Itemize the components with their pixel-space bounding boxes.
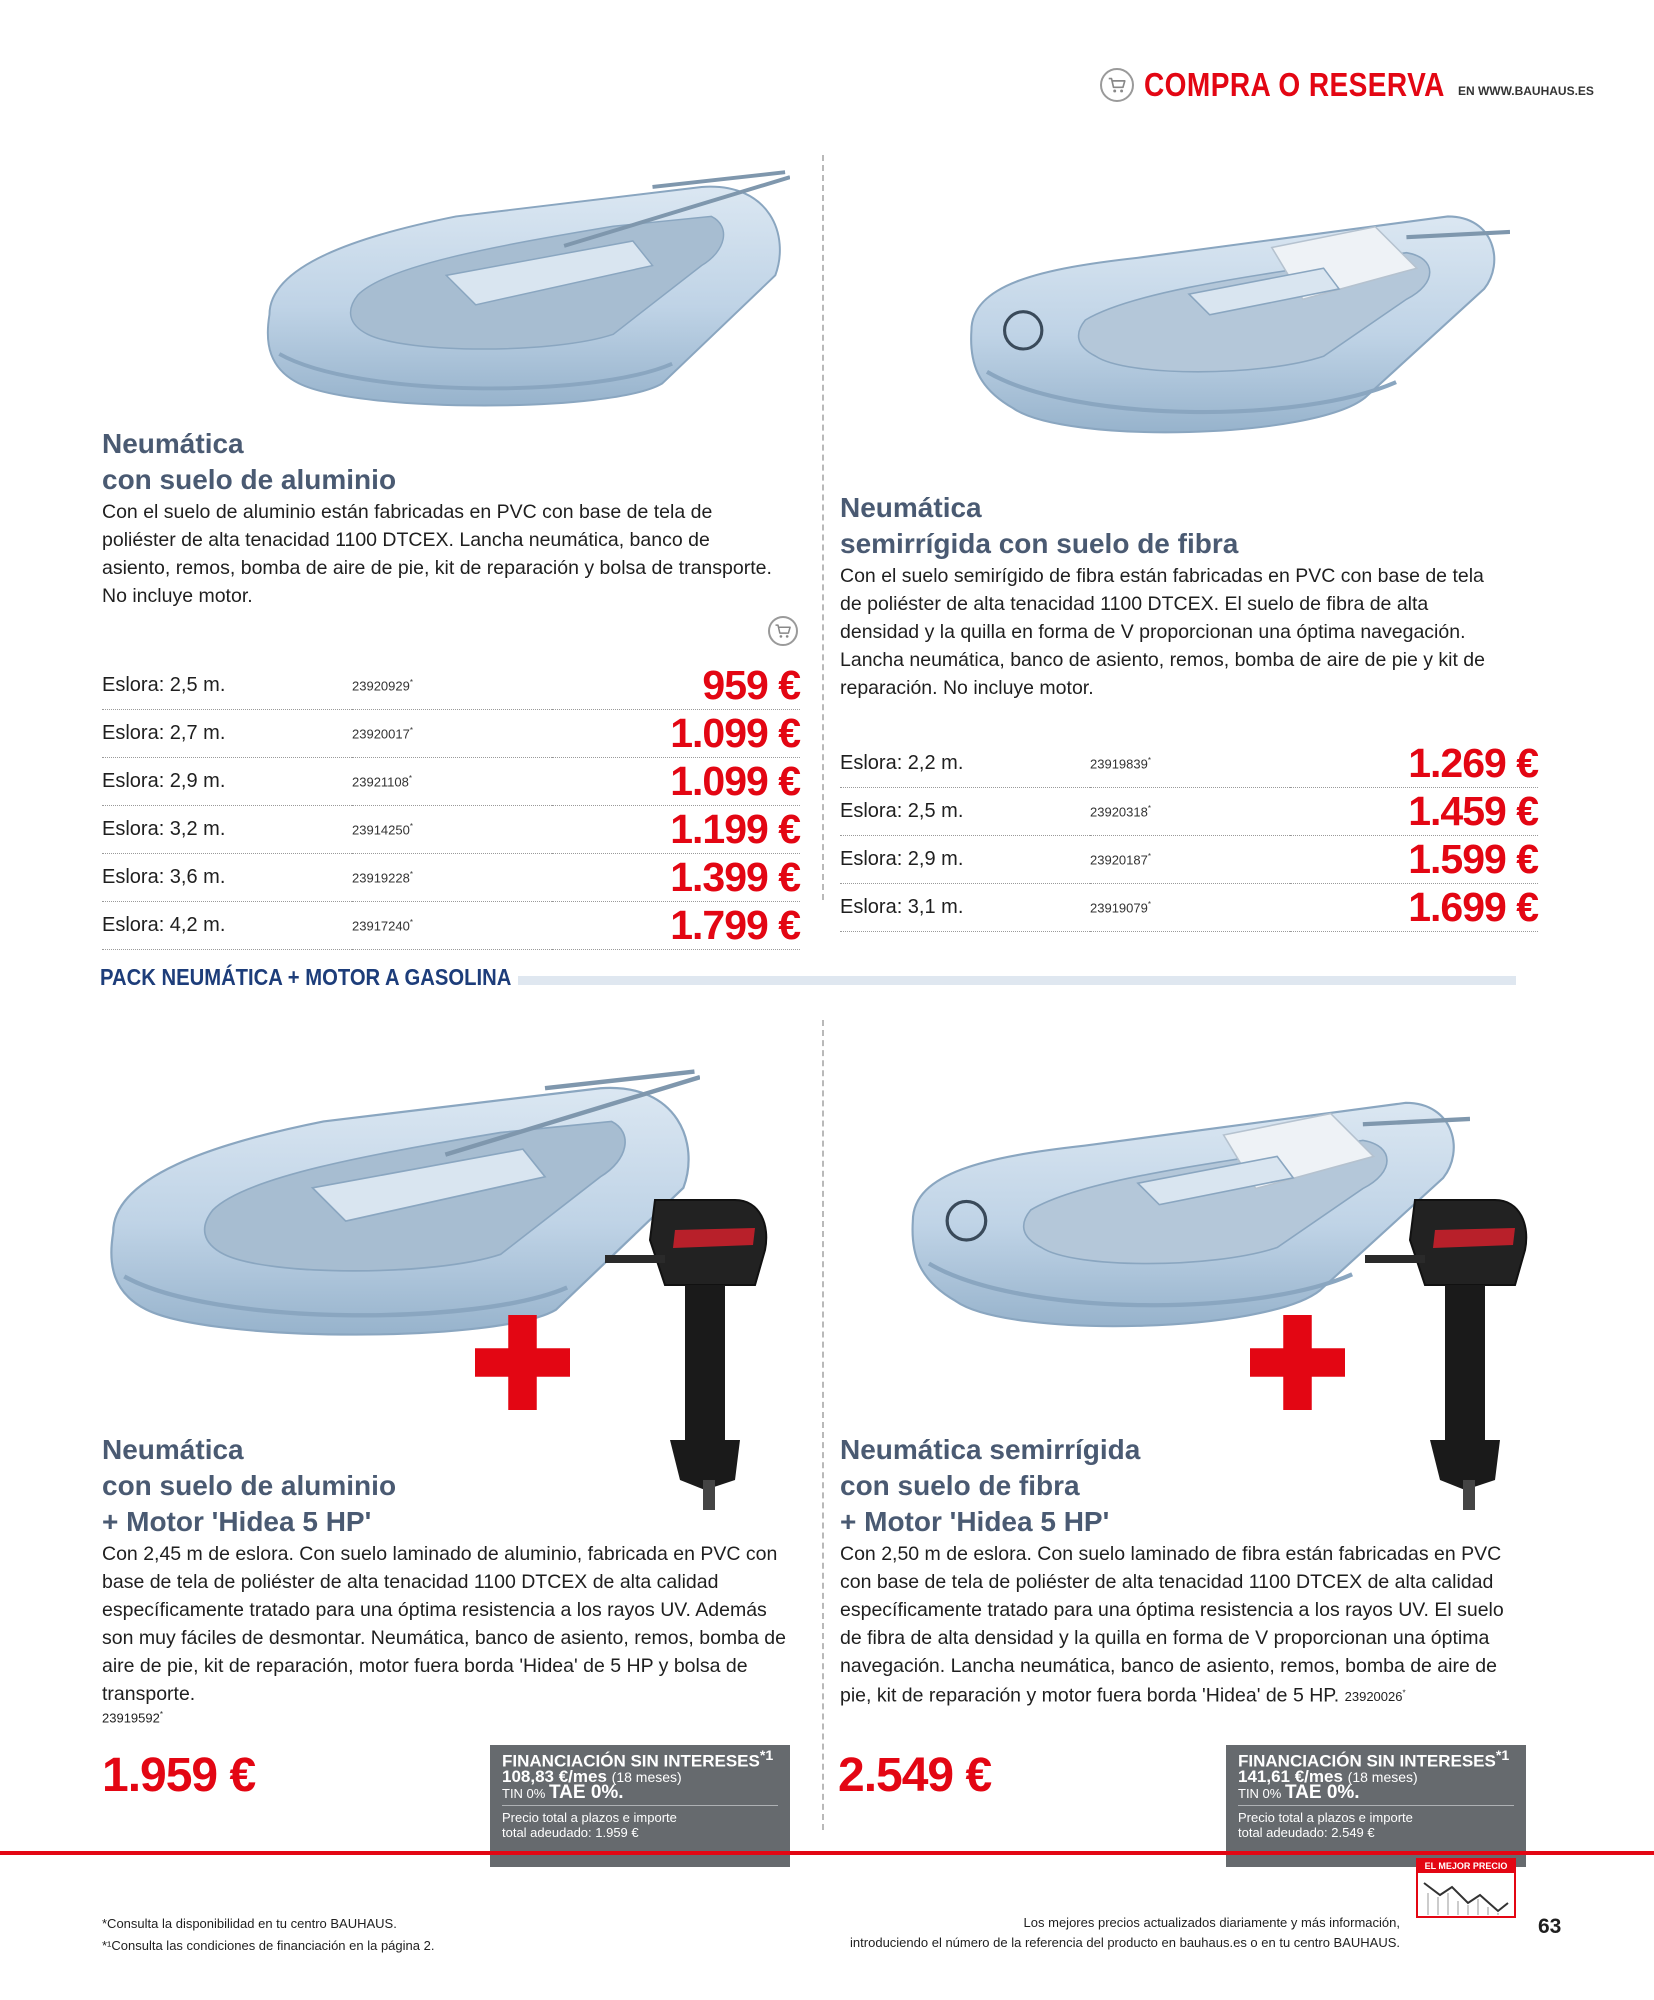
financing-months: (18 meses)	[611, 1768, 682, 1785]
length-label: Eslora: 3,2 m.	[102, 806, 352, 854]
pack-description: Con 2,45 m de eslora. Con suelo laminado de aluminio, fabricada en PVC con base de tela de poliéster de alta tenacidad 1100 DTCEX de alta calidad específicamente tratado para una óptima resistencia a los rayos UV. Además son muy fáciles de desmontar. Neumática, banco de asiento, remos, bomba de aire de pie, kit de reparación, motor fuera borda 'Hidea' de 5 HP y bolsa de transporte.	[102, 1543, 786, 1705]
best-price-label: EL MEJOR PRECIO	[1418, 1860, 1514, 1873]
ref-number: 23914250*	[352, 806, 552, 854]
ref-number: 23919079*	[1090, 884, 1290, 932]
price: 1.099 €	[552, 710, 800, 758]
financing-box: FINANCIACIÓN SIN INTERESES$^{*1}$ 108,83 €/mes (18 meses) TIN 0% TAE 0%. Precio total a plazos e importe total adeudado: 1.959 €	[490, 1745, 790, 1867]
price-row	[840, 836, 1538, 884]
price: 1.399 €	[552, 854, 800, 902]
product-fibre	[840, 490, 1520, 702]
column-divider	[822, 155, 824, 900]
pack-title-line: con suelo de fibra	[840, 1470, 1080, 1501]
product-description: Con el suelo semirígido de fibra están fabricadas en PVC con base de tela de poliéster de alta tenacidad 1100 DTCEX. El suelo de fibra de alta densidad y la quilla en forma de V proporcionan una óptima navegación. Lancha neumática, banco de asiento, remos, bomba de aire de pie y kit de reparación. No incluye motor.	[840, 565, 1485, 699]
ref-value: 23919839	[1090, 756, 1148, 772]
financing-heading: FINANCIACIÓN SIN INTERESES	[502, 1751, 760, 1771]
ref-number: 23920017*	[352, 710, 552, 758]
ref-number: 23921108*	[352, 758, 552, 806]
ref-value: 23917240	[352, 918, 410, 934]
pack-fibre	[840, 1432, 1520, 1711]
boat-fibre-image	[930, 160, 1510, 480]
pack-title-line: + Motor 'Hidea 5 HP'	[102, 1506, 372, 1537]
product-title-line: Neumática	[102, 428, 244, 459]
footer-info-line: introduciendo el número de la referencia del producto en bauhaus.es o en tu centro BAUHAUS.	[850, 1935, 1400, 1950]
pack-title-line: con suelo de aluminio	[102, 1470, 397, 1501]
financing-tin: TIN 0%	[1238, 1785, 1282, 1801]
product-title	[102, 426, 802, 498]
ref-value: 23919079	[1090, 900, 1148, 916]
price: 1.099 €	[552, 758, 800, 806]
price: 959 €	[552, 662, 800, 710]
pack-description: Con 2,50 m de eslora. Con suelo laminado de fibra están fabricadas en PVC con base de tela de poliéster de alta tenacidad 1100 DTCEX de alta calidad específicamente tratado para una óptima resistencia a los rayos UV. El suelo de fibra de alta densidad y la quilla en forma de V proporcionan una óptima navegación. Lancha neumática, banco de asiento, remos, bomba de aire de pie, kit de reparación y motor fuera borda 'Hidea' de 5 HP. 23920026*	[840, 1543, 1504, 1707]
pack-title-line: + Motor 'Hidea 5 HP'	[840, 1506, 1110, 1537]
price-row	[840, 740, 1538, 788]
price: 1.699 €	[1290, 884, 1538, 932]
footer-rule	[0, 1851, 1654, 1855]
column-divider	[822, 1020, 824, 1830]
product-title	[840, 490, 1520, 562]
cart-icon[interactable]	[768, 616, 798, 646]
pack-title	[102, 1432, 802, 1540]
ref-value: 23920187	[1090, 852, 1148, 868]
pack-price: 1.959 €	[102, 1749, 256, 1802]
financing-total: total adeudado: 2.549 €	[1238, 1824, 1375, 1840]
boat-aluminium-image	[240, 140, 790, 450]
financing-heading: FINANCIACIÓN SIN INTERESES	[1238, 1751, 1496, 1771]
pack-ref: 23919592*	[102, 1710, 163, 1726]
financing-monthly: 141,61 €/mes	[1238, 1766, 1343, 1786]
product-title-line: con suelo de aluminio	[102, 464, 397, 495]
financing-tae: TAE 0%.	[1284, 1781, 1360, 1803]
product-aluminium	[102, 426, 802, 610]
pack-title	[840, 1432, 1520, 1540]
price-table-fibre	[840, 740, 1538, 932]
financing-tin: TIN 0%	[502, 1785, 546, 1801]
price: 1.199 €	[552, 806, 800, 854]
footer-note: *¹Consulta las condiciones de financiación en la página 2.	[102, 1938, 435, 1953]
financing-total: total adeudado: 1.959 €	[502, 1824, 639, 1840]
financing-months: (18 meses)	[1347, 1768, 1418, 1785]
ref-number: 23919839*	[1090, 740, 1290, 788]
ref-number: 23919228*	[352, 854, 552, 902]
section-title: PACK NEUMÁTICA + MOTOR A GASOLINA	[100, 964, 518, 991]
ref-number: 23920187*	[1090, 836, 1290, 884]
pack-ref-number: 23919592	[102, 1710, 160, 1726]
price-row	[840, 788, 1538, 836]
ref-value: 23914250	[352, 822, 410, 838]
length-label: Eslora: 2,7 m.	[102, 710, 352, 758]
footer-note: *Consulta la disponibilidad en tu centro BAUHAUS.	[102, 1916, 397, 1931]
price: 1.799 €	[552, 902, 800, 950]
length-label: Eslora: 2,5 m.	[840, 788, 1090, 836]
plus-icon	[475, 1315, 570, 1410]
length-label: Eslora: 2,2 m.	[840, 740, 1090, 788]
header-cta[interactable]	[1100, 66, 1594, 104]
financing-tae: TAE 0%.	[548, 1781, 624, 1803]
product-title-line: semirrígida con suelo de fibra	[840, 528, 1239, 559]
pack-title-line: Neumática semirrígida	[840, 1434, 1141, 1465]
cta-main: COMPRA O RESERVA	[1144, 66, 1445, 103]
section-bar	[500, 976, 1516, 985]
product-description: Con el suelo de aluminio están fabricadas en PVC con base de tela de poliéster de alta tenacidad 1100 DTCEX. Lancha neumática, banco de asiento, remos, bomba de aire de pie, kit de reparación y bolsa de transporte. No incluye motor.	[102, 501, 772, 607]
length-label: Eslora: 2,9 m.	[840, 836, 1090, 884]
footer-info	[700, 1913, 1400, 1953]
price: 1.459 €	[1290, 788, 1538, 836]
pack-aluminium	[102, 1432, 802, 1725]
product-title-line: Neumática	[840, 492, 982, 523]
price-row	[102, 806, 800, 854]
price-row	[102, 902, 800, 950]
best-price-badge	[1416, 1858, 1516, 1918]
length-label: Eslora: 3,6 m.	[102, 854, 352, 902]
price-chart-icon	[1418, 1873, 1514, 1917]
ref-value: 23920929	[352, 678, 410, 694]
length-label: Eslora: 2,5 m.	[102, 662, 352, 710]
cta-small: EN WWW.BAUHAUS.ES	[1457, 84, 1594, 98]
footer-notes	[102, 1913, 434, 1957]
price-row	[102, 662, 800, 710]
financing-monthly: 108,83 €/mes	[502, 1766, 607, 1786]
length-label: Eslora: 4,2 m.	[102, 902, 352, 950]
price-row	[102, 854, 800, 902]
length-label: Eslora: 3,1 m.	[840, 884, 1090, 932]
price-row	[102, 710, 800, 758]
pack-price: 2.549 €	[838, 1749, 992, 1802]
financing-total: Precio total a plazos e importe	[1238, 1809, 1413, 1825]
ref-number: 23920929*	[352, 662, 552, 710]
ref-value: 23920017	[352, 726, 410, 742]
ref-number: 23917240*	[352, 902, 552, 950]
ref-number: 23920318*	[1090, 788, 1290, 836]
ref-value: 23920318	[1090, 804, 1148, 820]
price-row	[840, 884, 1538, 932]
pack-description-text: Con 2,50 m de eslora. Con suelo laminado de fibra están fabricadas en PVC con base de tela de poliéster de alta tenacidad 1100 DTCEX de alta calidad específicamente tratado para una óptima resistencia a los rayos UV. El suelo de fibra de alta densidad y la quilla en forma de V proporcionan una óptima navegación. Lancha neumática, banco de asiento, remos, bomba de aire de pie, kit de reparación y motor fuera borda 'Hidea' de 5 HP.	[840, 1543, 1504, 1707]
price-row	[102, 758, 800, 806]
section-header	[100, 958, 1516, 998]
ref-value: 23921108	[352, 774, 409, 790]
price: 1.599 €	[1290, 836, 1538, 884]
price: 1.269 €	[1290, 740, 1538, 788]
financing-total: Precio total a plazos e importe	[502, 1809, 677, 1825]
pack-ref-number: 23920026	[1344, 1689, 1403, 1705]
ref-value: 23919228	[352, 870, 410, 886]
plus-icon	[1250, 1315, 1345, 1410]
footer-info-line: Los mejores precios actualizados diariamente y más información,	[1023, 1915, 1400, 1930]
length-label: Eslora: 2,9 m.	[102, 758, 352, 806]
price-table-aluminium	[102, 662, 800, 950]
financing-box: FINANCIACIÓN SIN INTERESES$^{*1}$ 141,61 €/mes (18 meses) TIN 0% TAE 0%. Precio total a plazos e importe total adeudado: 2.549 €	[1226, 1745, 1526, 1867]
pack-title-line: Neumática	[102, 1434, 244, 1465]
page-number: 63	[1538, 1915, 1562, 1938]
cart-icon	[1100, 68, 1134, 102]
